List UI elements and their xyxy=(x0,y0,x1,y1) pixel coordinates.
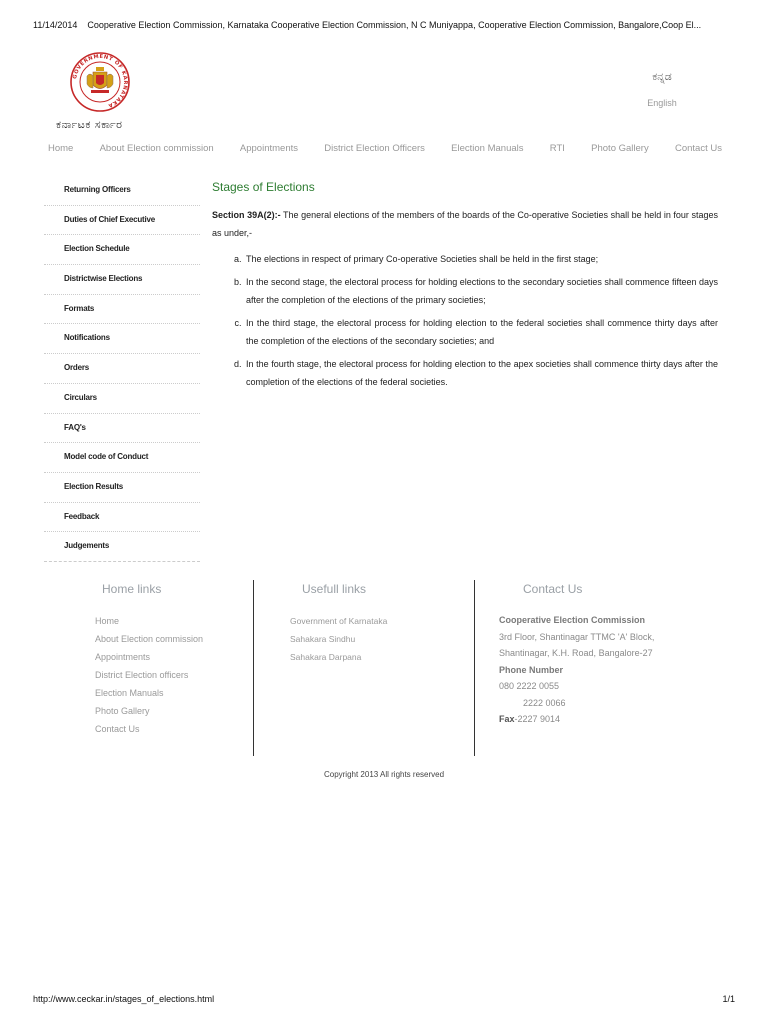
main-content xyxy=(212,178,718,396)
stage-item-b: b. In the second stage, the electoral process for holding elections to the secondary societies shall commence fifteen days after the completion of the elections of the primary societies; xyxy=(244,273,718,309)
contact-address-line-2: Shantinagar, K.H. Road, Bangalore-27 xyxy=(499,648,653,658)
print-page-number: 1/1 xyxy=(722,994,735,1004)
contact-org: Cooperative Election Commission xyxy=(499,615,646,625)
nav-appointments[interactable]: Appointments xyxy=(239,142,298,154)
language-switcher xyxy=(642,70,682,108)
sidebar-item-judgements[interactable]: Judgements xyxy=(64,541,110,551)
contact-fax-label: Fax xyxy=(499,714,515,724)
contact-fax-value: -2227 9014 xyxy=(514,714,561,724)
copyright: Copyright 2013 All rights reserved xyxy=(323,770,445,779)
page-title: Stages of Elections xyxy=(212,180,315,194)
sidebar-item-election-results[interactable]: Election Results xyxy=(44,473,200,503)
footer-link-contact[interactable]: Contact Us xyxy=(95,724,140,734)
contact-fax xyxy=(499,711,654,728)
sidebar-item-duties-chief-executive[interactable]: Duties of Chief Executive xyxy=(44,206,200,236)
contact-phone-1: 080 2222 0055 xyxy=(499,681,560,691)
nav-election-manuals[interactable]: Election Manuals xyxy=(451,142,524,154)
government-logo[interactable] xyxy=(60,50,140,114)
nav-home[interactable]: Home xyxy=(48,142,74,154)
section-label: Section 39A(2):- xyxy=(212,210,281,220)
stages-list xyxy=(212,250,718,391)
site-footer xyxy=(80,580,720,756)
print-url: http://www.ceckar.in/stages_of_elections.html xyxy=(33,994,215,1004)
sidebar-item-returning-officers[interactable]: Returning Officers xyxy=(44,176,200,206)
sidebar-item-model-code[interactable]: Model code of Conduct xyxy=(44,443,200,473)
print-title: Cooperative Election Commission, Karnataka Cooperative Election Commission, N C Muniyappa, Cooperative Election Commission, Bangalore,Coop El... xyxy=(87,20,702,30)
print-header xyxy=(33,20,753,30)
sidebar-item-election-schedule[interactable]: Election Schedule xyxy=(44,235,200,265)
sidebar-item-faqs[interactable]: FAQ's xyxy=(44,414,200,444)
footer-contact-details xyxy=(499,612,654,728)
print-date: 11/14/2014 xyxy=(33,20,78,30)
sidebar-item-circulars[interactable]: Circulars xyxy=(44,384,200,414)
footer-link-gov-karnataka[interactable]: Government of Karnataka xyxy=(290,616,388,626)
stage-item-c: c. In the third stage, the electoral process for holding election to the federal societies shall commence thirty days after the completion of the elections of the secondary societies; and xyxy=(244,314,718,350)
print-footer xyxy=(33,994,735,1004)
footer-link-about[interactable]: About Election commission xyxy=(95,634,204,644)
footer-link-home[interactable]: Home xyxy=(95,616,120,626)
nav-contact[interactable]: Contact Us xyxy=(674,142,722,154)
footer-link-election-manuals[interactable]: Election Manuals xyxy=(95,688,164,698)
sidebar-menu xyxy=(44,176,200,562)
nav-district-officers[interactable]: District Election Officers xyxy=(324,142,425,154)
lang-kannada-link[interactable]: ಕನ್ನಡ xyxy=(652,70,672,83)
footer-useful-links-title: Usefull links xyxy=(302,582,367,596)
footer-link-district-officers[interactable]: District Election officers xyxy=(95,670,189,680)
nav-photo-gallery[interactable]: Photo Gallery xyxy=(591,142,649,154)
sidebar-item-notifications[interactable]: Notifications xyxy=(44,324,200,354)
footer-contact-title: Contact Us xyxy=(523,582,583,596)
footer-home-links-list xyxy=(95,612,203,738)
stage-item-d: d. In the fourth stage, the electoral process for holding election to the apex societies shall commence thirty days after the completion of the elections of the federal societies. xyxy=(244,355,718,391)
lang-english-link[interactable]: English xyxy=(647,98,677,108)
sidebar-item-orders[interactable]: Orders xyxy=(44,354,200,384)
contact-phone-2: 2222 0066 xyxy=(523,697,566,708)
contact-phone-label: Phone Number xyxy=(499,664,564,675)
logo-caption: ಕರ್ನಾಟಕ ಸರ್ಕಾರ xyxy=(56,118,123,131)
footer-divider xyxy=(474,580,475,756)
footer-divider xyxy=(253,580,254,756)
footer-link-appointments[interactable]: Appointments xyxy=(95,652,151,662)
nav-about[interactable]: About Election commission xyxy=(99,142,214,154)
footer-link-sahakara-darpana[interactable]: Sahakara Darpana xyxy=(290,652,362,662)
footer-link-photo-gallery[interactable]: Photo Gallery xyxy=(95,706,150,716)
svg-text:GOVERNMENT OF KARNATAKA: GOVERNMENT OF KARNATAKA xyxy=(72,53,129,109)
nav-rti[interactable]: RTI xyxy=(549,142,565,154)
footer-useful-links-list xyxy=(290,612,387,666)
section-intro-text: The general elections of the members of the boards of the Co-operative Societies shall be held in four stages as under,- xyxy=(212,210,719,238)
footer-home-links-title: Home links xyxy=(102,582,162,596)
contact-address-line-1: 3rd Floor, Shantinagar TTMC 'A' Block, xyxy=(499,631,655,642)
sidebar-item-feedback[interactable]: Feedback xyxy=(44,503,200,533)
sidebar-item-districtwise-elections[interactable]: Districtwise Elections xyxy=(44,265,200,295)
main-nav xyxy=(40,138,730,158)
sidebar-item-formats[interactable]: Formats xyxy=(44,295,200,325)
karnataka-emblem-icon xyxy=(60,50,140,114)
footer-link-sahakara-sindhu[interactable]: Sahakara Sindhu xyxy=(290,634,356,644)
section-intro xyxy=(212,206,718,242)
stage-item-a: a. The elections in respect of primary Co-operative Societies shall be held in the first stage; xyxy=(244,250,718,268)
